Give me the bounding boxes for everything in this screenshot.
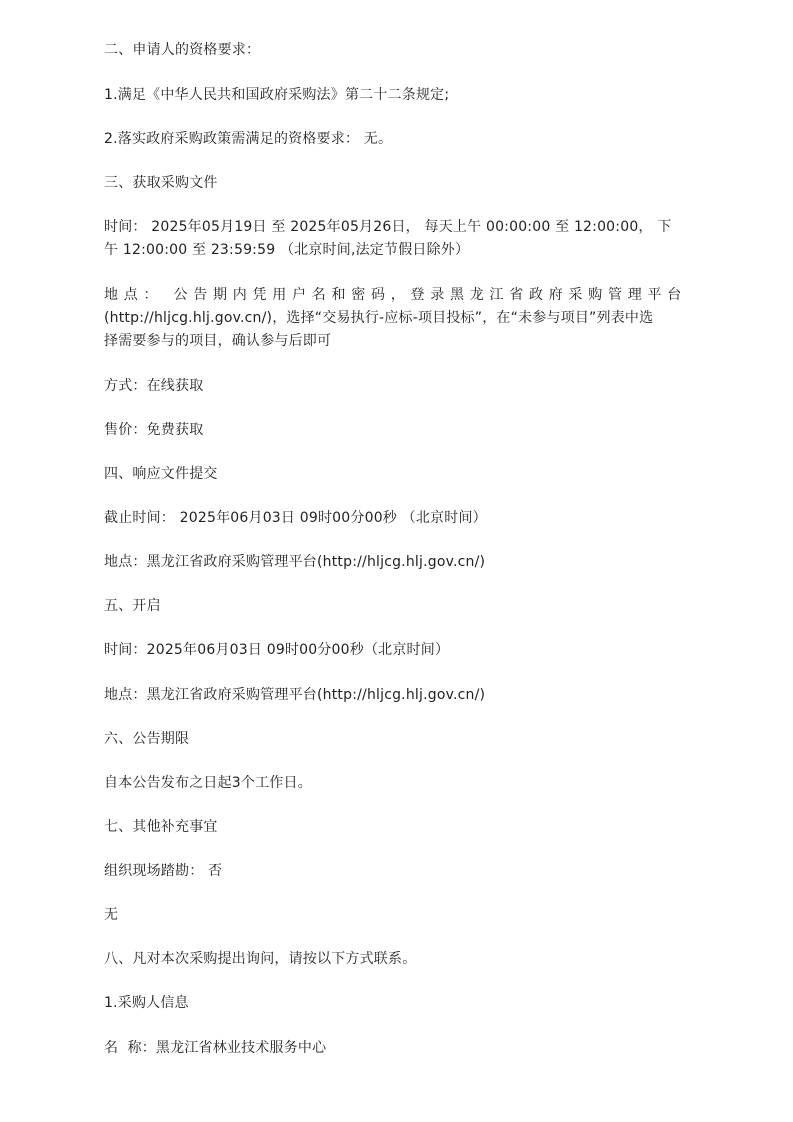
purchaser-info-heading: 1.采购人信息 (104, 995, 189, 1011)
document-acquisition-place-line-2: (http://hljcg.hlj.gov.cn/)，选择“交易执行-应标-项目投标”，在“未参与项目”列表中选 (104, 310, 654, 326)
document-acquisition-place-line-1: 地点： 公告期内凭用户名和密码，登录黑龙江省政府采购管理平台 (104, 287, 687, 303)
qualification-item-1: 1.满足《中华人民共和国政府采购法》第二十二条规定; (104, 87, 450, 103)
section-8-heading: 八、凡对本次采购提出询问，请按以下方式联系。 (104, 951, 417, 967)
document-acquisition-time-line-1: 时间： 2025年05月19日 至 2025年05月26日， 每天上午 00:00:00 至 12:00:00， 下 (104, 219, 672, 235)
section-6-heading: 六、公告期限 (104, 731, 190, 747)
section-3-heading: 三、获取采购文件 (104, 175, 218, 191)
announcement-period: 自本公告发布之日起3个工作日。 (104, 775, 312, 791)
section-4-heading: 四、响应文件提交 (104, 466, 218, 482)
opening-place: 地点：黑龙江省政府采购管理平台(http://hljcg.hlj.gov.cn/) (104, 687, 486, 703)
submission-deadline: 截止时间： 2025年06月03日 09时00分00秒 （北京时间） (104, 510, 487, 526)
qualification-item-2: 2.落实政府采购政策需满足的资格要求： 无。 (104, 131, 393, 147)
supplementary-none: 无 (104, 907, 119, 923)
document-acquisition-place-line-3: 择需要参与的项目，确认参与后即可 (104, 333, 332, 349)
document-acquisition-time-line-2: 午 12:00:00 至 23:59:59 （北京时间,法定节假日除外） (104, 242, 470, 258)
opening-time: 时间：2025年06月03日 09时00分00秒（北京时间） (104, 642, 450, 658)
section-2-heading: 二、申请人的资格要求： (104, 42, 261, 58)
acquisition-method: 方式：在线获取 (104, 378, 204, 394)
site-survey: 组织现场踏勘： 否 (104, 863, 223, 879)
section-7-heading: 七、其他补充事宜 (104, 819, 218, 835)
acquisition-price: 售价：免费获取 (104, 422, 204, 438)
submission-place: 地点：黑龙江省政府采购管理平台(http://hljcg.hlj.gov.cn/) (104, 554, 486, 570)
purchaser-name: 名 称：黑龙江省林业技术服务中心 (104, 1040, 327, 1056)
section-5-heading: 五、开启 (104, 598, 161, 614)
